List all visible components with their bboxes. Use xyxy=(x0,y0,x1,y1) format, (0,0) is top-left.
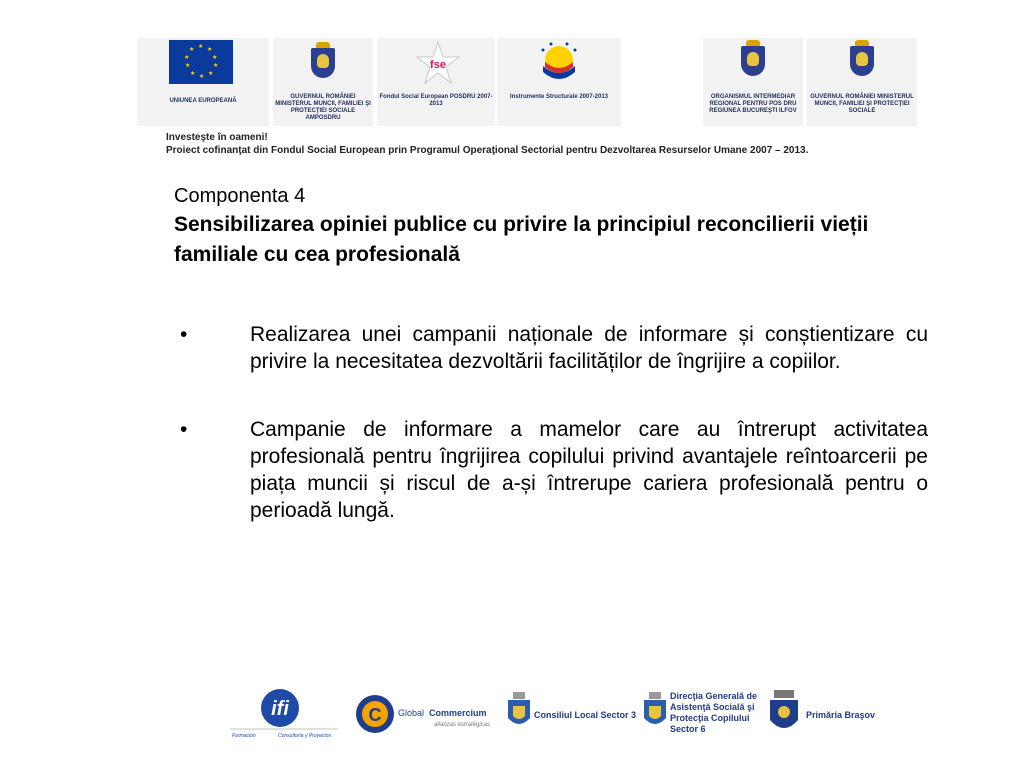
funding-line-2: Proiect cofinanţat din Fondul Social European prin Programul Operaţional Sectorial pentru Dezvoltarea Resurselor Umane 2007 – 2013. xyxy=(166,145,809,156)
ifi-tag-2: Consultoría y Proyectos xyxy=(278,733,332,739)
ifi-mark: ifi xyxy=(271,698,289,720)
dgaspc-sector-6-logo xyxy=(640,686,766,742)
sector6-crest-icon xyxy=(642,692,668,732)
global-commercium-icon xyxy=(354,686,490,742)
oi-logo xyxy=(703,38,803,126)
instrumente-structurale-icon xyxy=(535,40,583,86)
global-commercium-logo xyxy=(354,686,490,742)
bullet-icon: • xyxy=(180,323,188,346)
gov-caption-2: GUVERNUL ROMÂNIEI MINISTERUL MUNCII, FAMILIEI ŞI PROTECŢIEI SOCIALE xyxy=(810,94,914,114)
fse-star-icon xyxy=(415,40,461,86)
bullet-list xyxy=(180,321,928,565)
brasov-label: Primăria Braşov xyxy=(806,710,876,720)
dgaspc-label: Direcţia Generală de Asistenţă Socială şi Protecţia Copilului Sector 6 xyxy=(670,691,758,734)
brasov-crest-icon xyxy=(768,690,800,738)
fse-logo xyxy=(377,38,495,126)
instrumente-structurale-logo xyxy=(497,38,621,126)
list-item xyxy=(180,321,928,375)
page-title: Sensibilizarea opiniei publice cu privire la principiul reconcilierii vieții familiale cu cea profesională xyxy=(174,213,869,266)
romania-crest-icon xyxy=(847,40,877,80)
oi-caption: ORGANISMUL INTERMEDIAR REGIONAL PENTRU POS DRU REGIUNEA BUCUREŞTI ILFOV xyxy=(709,94,797,114)
bullet-text: Campanie de informare a mamelor care au întrerupt activitatea profesională pentru îngrijirea copilului privind avantajele reîntoarcerii pe piața muncii și riscul de a-și întrerupe cariera profesională pentru o perioadă lungă. xyxy=(250,418,928,522)
romania-crest-icon xyxy=(738,40,768,80)
eu-logo xyxy=(137,38,269,126)
gc-tagline: alianzas estratégicas xyxy=(434,722,490,728)
ifi-logo xyxy=(230,686,338,742)
ifi-tag-1: Formación xyxy=(232,733,256,739)
sector3-crest-icon xyxy=(506,692,532,732)
component-subtitle: Componenta 4 xyxy=(174,185,306,207)
svg-text:C: C xyxy=(368,705,382,725)
title-block xyxy=(174,184,894,270)
bullet-icon: • xyxy=(180,418,188,441)
eu-caption: UNIUNEA EUROPEANĂ xyxy=(169,98,237,104)
ifi-logo-icon xyxy=(230,686,338,742)
funding-line-1: Investeşte în oameni! xyxy=(166,132,268,143)
list-item xyxy=(180,416,928,524)
is-caption: Instrumente Structurale 2007-2013 xyxy=(509,94,609,100)
gc-name-b: Commercium xyxy=(429,708,487,718)
funding-statement xyxy=(166,131,808,157)
bullet-text: Realizarea unei campanii naționale de informare și conștientizare cu privire la necesitatea dezvoltării facilităților de îngrijire a copiilor. xyxy=(250,323,928,373)
cls3-label: Consiliul Local Sector 3 xyxy=(534,710,637,720)
footer-partner-logos xyxy=(230,686,890,742)
partner-logo-band xyxy=(137,38,917,126)
gov-caption-1: GUVERNUL ROMÂNIEI MINISTERUL MUNCII, FAMILIEI ŞI PROTECŢIEI SOCIALE AMPOSDRU xyxy=(275,94,371,121)
gov-logo-1 xyxy=(273,38,373,126)
romania-crest-icon xyxy=(308,42,338,82)
consiliul-local-sector-3-logo xyxy=(502,686,637,742)
fse-caption: Fondul Social European POSDRU 2007-2013 xyxy=(379,94,493,107)
gc-name-a: Global xyxy=(398,708,425,718)
primaria-brasov-logo xyxy=(768,686,890,742)
eu-flag-icon: ★ ★ ★ ★ ★ ★ ★ ★ ★ ★ xyxy=(169,40,233,84)
gov-logo-2 xyxy=(807,38,917,126)
fse-mark: fse xyxy=(430,59,446,71)
